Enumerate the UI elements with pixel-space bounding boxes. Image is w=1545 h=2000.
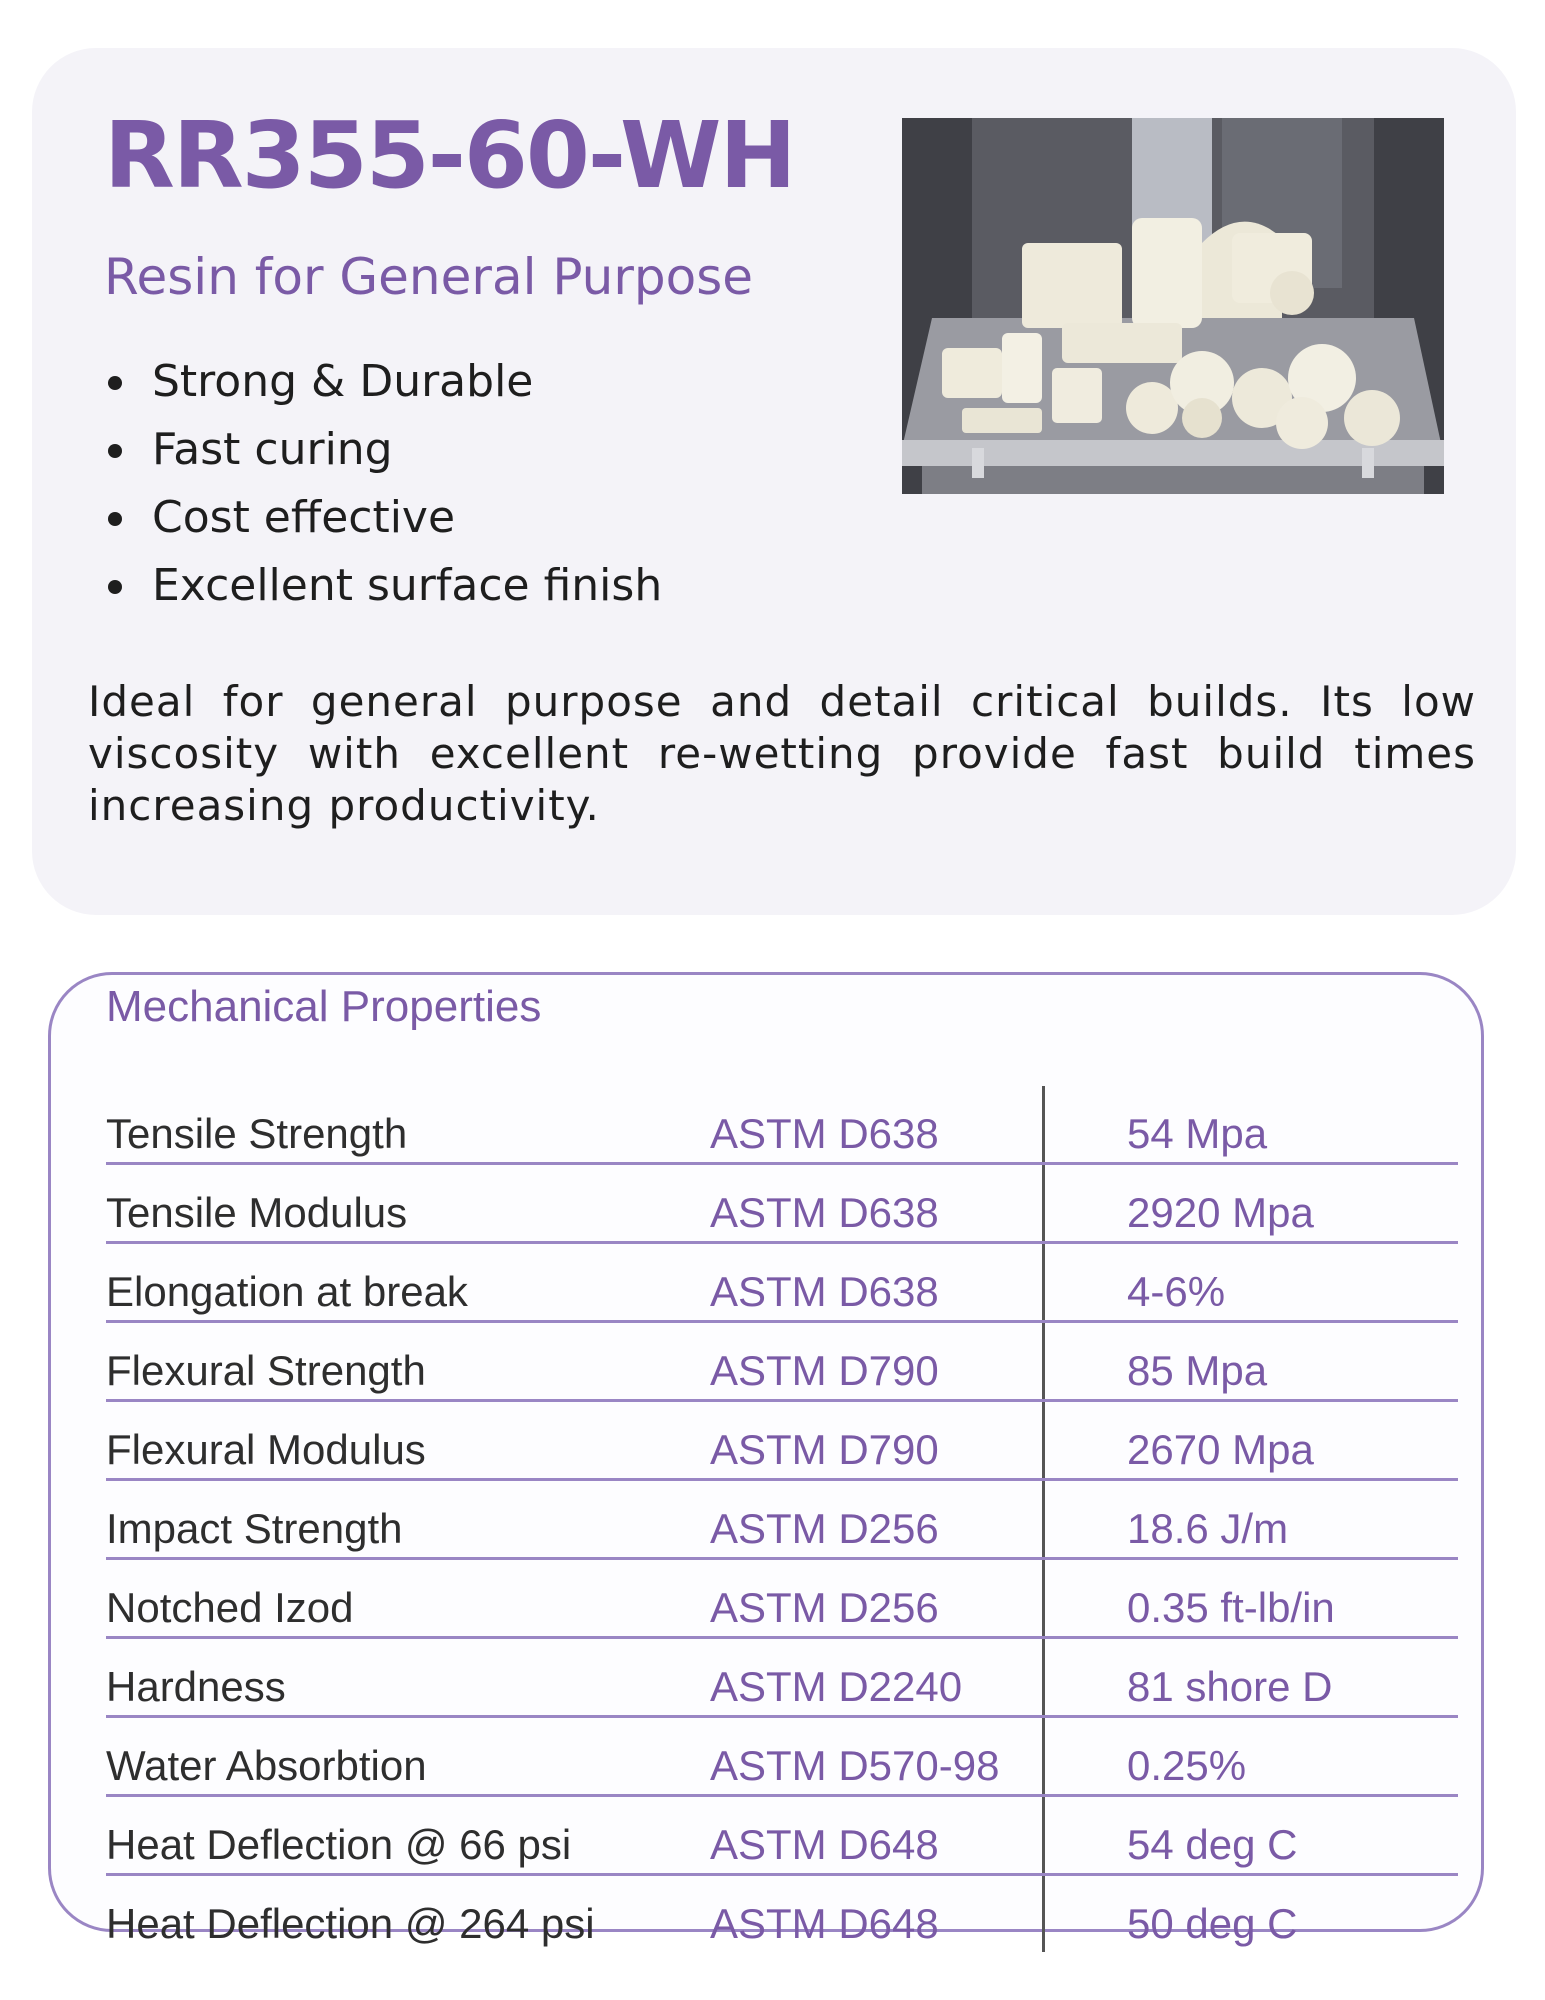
- table-row: [106, 1164, 1458, 1243]
- property-value: 2920 Mpa: [1044, 1164, 1459, 1243]
- product-description: Ideal for general purpose and detail critical builds. Its low viscosity with excellent re-wetting provide fast build times increasing productivity.: [88, 677, 1476, 830]
- bullet-icon: [108, 580, 122, 594]
- property-standard: ASTM D570-98: [710, 1717, 1044, 1796]
- bullet-icon: [108, 376, 122, 390]
- feature-label: Excellent surface finish: [152, 560, 663, 611]
- bullet-icon: [108, 444, 122, 458]
- property-standard: ASTM D2240: [710, 1638, 1044, 1717]
- property-value: 0.25%: [1044, 1717, 1459, 1796]
- table-row: [106, 1322, 1458, 1401]
- mechanical-properties-title: Mechanical Properties: [106, 982, 542, 1031]
- table-row: [106, 1086, 1458, 1164]
- property-standard: ASTM D790: [710, 1401, 1044, 1480]
- property-name: Tensile Strength: [106, 1086, 710, 1164]
- property-value: 50 deg C: [1127, 1900, 1298, 1947]
- property-name: Elongation at break: [106, 1243, 710, 1322]
- property-standard: ASTM D648: [710, 1796, 1044, 1875]
- property-standard: ASTM D256: [710, 1559, 1044, 1638]
- printed-parts-photo: [902, 118, 1444, 494]
- table-row: [106, 1243, 1458, 1322]
- property-standard: ASTM D638: [710, 1243, 1044, 1322]
- feature-item: [104, 348, 662, 416]
- property-value: 2670 Mpa: [1044, 1401, 1459, 1480]
- property-name: Hardness: [106, 1638, 710, 1717]
- printed-parts-illustration: [902, 118, 1444, 494]
- feature-list: [104, 348, 662, 620]
- bullet-icon: [108, 512, 122, 526]
- property-standard: ASTM D256: [710, 1480, 1044, 1559]
- property-value: 4-6%: [1044, 1243, 1459, 1322]
- property-value: 81 shore D: [1044, 1638, 1459, 1717]
- property-name: Water Absorbtion: [106, 1717, 710, 1796]
- property-value: 18.6 J/m: [1044, 1480, 1459, 1559]
- property-name: Flexural Modulus: [106, 1401, 710, 1480]
- feature-item: [104, 484, 662, 552]
- feature-label: Strong & Durable: [152, 356, 534, 407]
- feature-item: [104, 416, 662, 484]
- feature-item: [104, 552, 662, 620]
- table-row: [106, 1875, 1458, 1953]
- property-standard: ASTM D638: [710, 1164, 1044, 1243]
- product-card: [32, 48, 1516, 915]
- property-name: Impact Strength: [106, 1480, 710, 1559]
- property-name: Tensile Modulus: [106, 1164, 710, 1243]
- property-value: 0.35 ft-lb/in: [1044, 1559, 1459, 1638]
- property-standard: ASTM D648: [710, 1875, 1044, 1953]
- feature-label: Cost effective: [152, 492, 456, 543]
- table-row: [106, 1796, 1458, 1875]
- property-value: 54 Mpa: [1044, 1086, 1459, 1164]
- table-row: [106, 1638, 1458, 1717]
- property-value: 85 Mpa: [1044, 1322, 1459, 1401]
- table-row: [106, 1401, 1458, 1480]
- table-row: [106, 1480, 1458, 1559]
- property-name: Heat Deflection @ 264 psi: [106, 1900, 595, 1947]
- product-subtitle: Resin for General Purpose: [104, 248, 754, 306]
- mechanical-properties-table: [106, 1086, 1458, 1952]
- product-title: RR355-60-WH: [104, 102, 795, 209]
- property-name: Heat Deflection @ 66 psi: [106, 1796, 710, 1875]
- property-value: 54 deg C: [1044, 1796, 1459, 1875]
- feature-label: Fast curing: [152, 424, 393, 475]
- property-standard: ASTM D638: [710, 1086, 1044, 1164]
- table-row: [106, 1559, 1458, 1638]
- property-name: Flexural Strength: [106, 1322, 710, 1401]
- property-standard: ASTM D790: [710, 1322, 1044, 1401]
- property-name: Notched Izod: [106, 1559, 710, 1638]
- table-row: [106, 1717, 1458, 1796]
